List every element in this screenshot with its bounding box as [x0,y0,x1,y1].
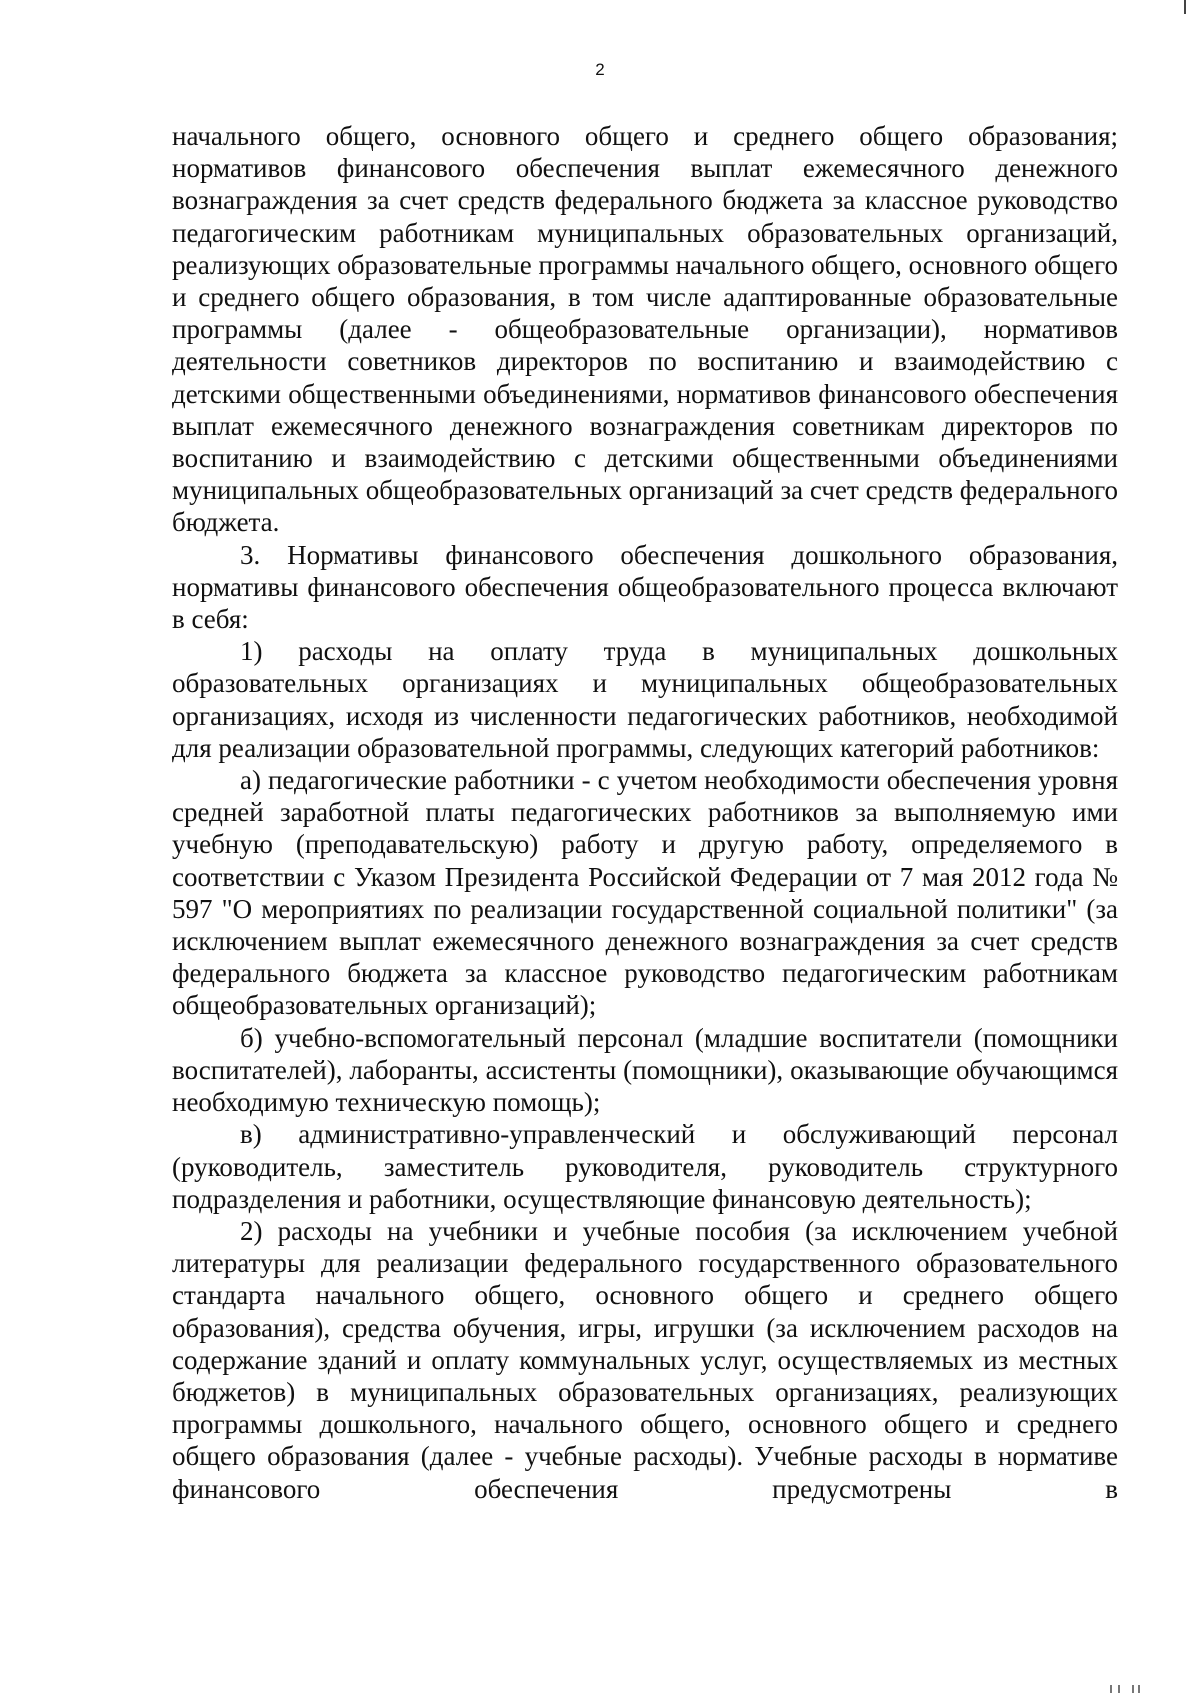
document-body [172,120,1118,1505]
paragraph-continuation: начального общего, основного общего и среднего общего образования; нормативов финансового обеспечения выплат ежемесячного денежного вознаграждения за счет средств федерального бюджета за классное руководство педагогическим работникам муниципальных образовательных организаций, реализующих образовательные программы начального общего, основного общего и среднего общего образования, в том числе адаптированные образовательные программы (далее - общеобразовательные организации), нормативов деятельности советников директоров по воспитанию и взаимодействию с детскими общественными объединениями, нормативов финансового обеспечения выплат ежемесячного денежного вознаграждения советникам директоров по воспитанию и взаимодействию с детскими общественными объединениями муниципальных общеобразовательных организаций за счет средств федерального бюджета. [172,121,1118,538]
paragraph-item-3: 3. Нормативы финансового обеспечения дошкольного образования, нормативы финансового обеспечения общеобразовательного процесса включают в себя: [172,539,1118,635]
paragraph-subitem-2: 2) расходы на учебники и учебные пособия (за исключением учебной литературы для реализации федерального государственного образовательного стандарта начального общего, основного общего и среднего общего образования), средства обучения, игры, игрушки (за исключением расходов на содержание зданий и оплату коммунальных услуг, осуществляемых из местных бюджетов) в муниципальных образовательных организациях, реализующих программы дошкольного, начального общего, основного общего и среднего общего образования (далее - учебные расходы). Учебные расходы в нормативе финансового обеспечения предусмотрены в [172,1215,1118,1504]
paragraph-subitem-a: а) педагогические работники - с учетом необходимости обеспечения уровня средней заработной платы педагогических работников за выполняемую ими учебную (преподавательскую) работу и другую работу, определяемого в соответствии с Указом Президента Российской Федерации от 7 мая 2012 года № 597 "О мероприятиях по реализации государственной социальной политики" (за исключением выплат ежемесячного денежного вознаграждения за счет средств федерального бюджета за классное руководство педагогическим работникам общеобразовательных организаций); [172,765,1118,1021]
scan-edge-mark [1184,0,1186,14]
paragraph-subitem-b: б) учебно-вспомогательный персонал (младшие воспитатели (помощники воспитателей), лаборанты, ассистенты (помощники), оказывающие обучающимся необходимую техническую помощь); [172,1022,1118,1118]
paragraph-subitem-v: в) административно-управленческий и обслуживающий персонал (руководитель, заместитель руководителя, руководитель структурного подразделения и работники, осуществляющие финансовую деятельность); [172,1119,1118,1214]
scan-specks [1110,1683,1170,1693]
paragraph-subitem-1: 1) расходы на оплату труда в муниципальных дошкольных образовательных организациях и муниципальных общеобразовательных организациях, исходя из численности педагогических работников, необходимой для реализации образовательной программы, следующих категорий работников: [172,636,1118,763]
page-number: 2 [595,60,605,79]
